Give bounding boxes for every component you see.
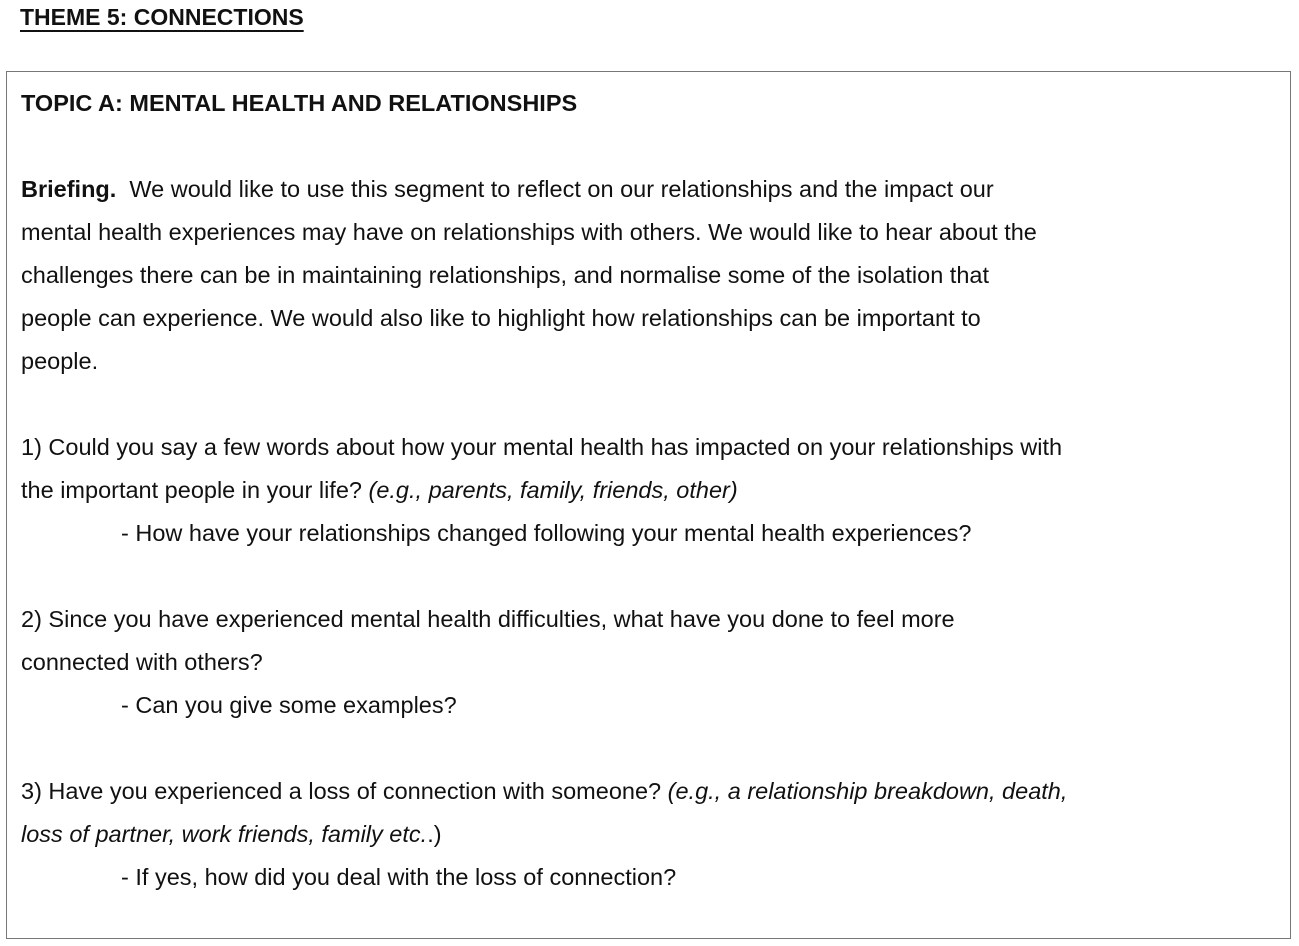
briefing-line-3: challenges there can be in maintaining relationships, and normalise some of the isolation that [21, 262, 989, 288]
question-3-followup: - If yes, how did you deal with the loss of connection? [121, 864, 677, 890]
question-3-examples-2: loss of partner, work friends, family etc. [21, 821, 428, 847]
topic-box [6, 71, 1291, 939]
question-2-line-1: 2) Since you have experienced mental health difficulties, what have you done to feel more [21, 606, 955, 632]
question-1 [21, 426, 1283, 555]
question-3-examples-1: (e.g., a relationship breakdown, death, [667, 778, 1068, 804]
briefing-line-4: people can experience. We would also like to highlight how relationships can be important to [21, 305, 981, 331]
briefing-text-1: We would like to use this segment to reflect on our relationships and the impact our [129, 176, 994, 202]
question-1-line-2 [21, 469, 1283, 512]
question-3 [21, 770, 1283, 899]
briefing-paragraph [21, 168, 1283, 383]
question-1-text: the important people in your life? [21, 477, 362, 503]
briefing-label: Briefing. [21, 176, 117, 202]
question-3-text: 3) Have you experienced a loss of connection with someone? [21, 778, 662, 804]
topic-title: TOPIC A: MENTAL HEALTH AND RELATIONSHIPS [21, 90, 578, 116]
question-3-close: .) [427, 821, 442, 847]
briefing-line-5: people. [21, 348, 99, 374]
question-2 [21, 598, 1283, 727]
theme-title: THEME 5: CONNECTIONS [20, 4, 304, 30]
question-2-followup: - Can you give some examples? [121, 692, 457, 718]
question-3-line-1 [21, 770, 1283, 813]
question-1-followup: - How have your relationships changed following your mental health experiences? [121, 520, 972, 546]
question-1-line-1: 1) Could you say a few words about how your mental health has impacted on your relationships with [21, 434, 1063, 460]
question-1-examples: (e.g., parents, family, friends, other) [368, 477, 738, 503]
topic-content [21, 82, 1283, 942]
briefing-line-2: mental health experiences may have on relationships with others. We would like to hear about the [21, 219, 1037, 245]
question-3-line-2 [21, 813, 1283, 856]
question-2-line-2: connected with others? [21, 649, 263, 675]
briefing-line-1 [21, 168, 1283, 211]
